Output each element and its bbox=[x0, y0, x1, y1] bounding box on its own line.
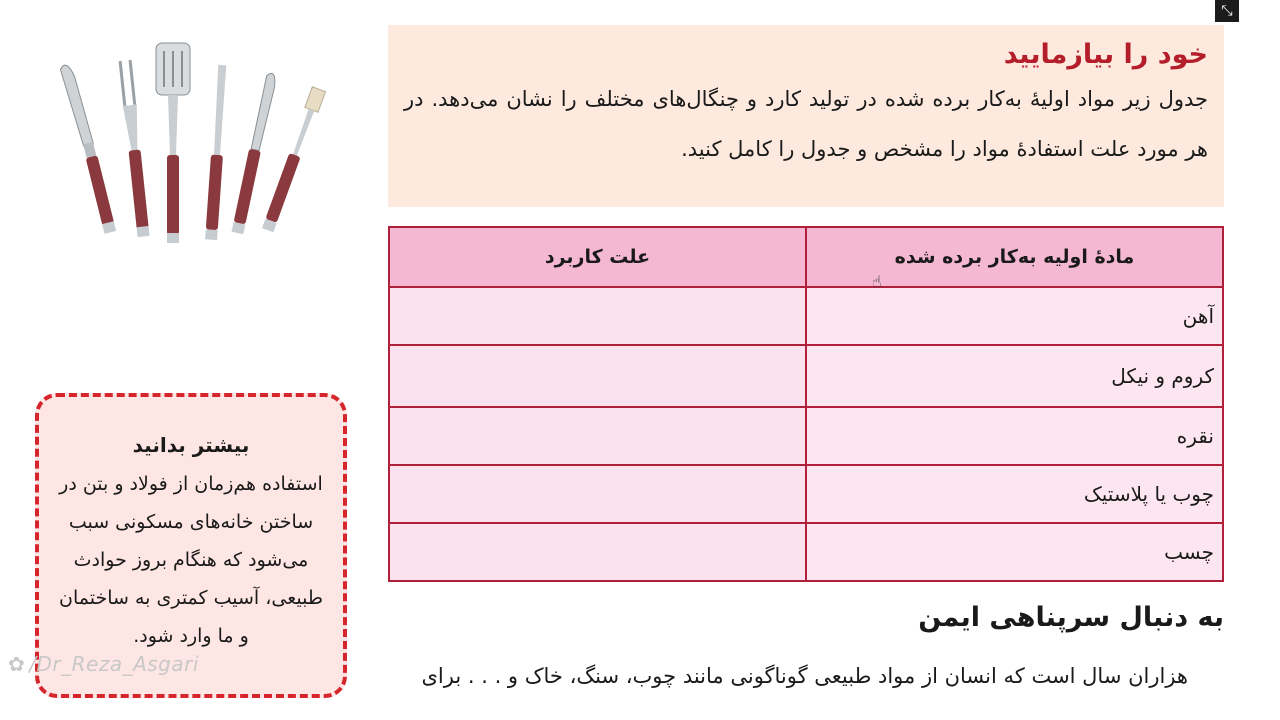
section-paragraph: هزاران سال است که انسان از مواد طبیعی گوناگونی مانند چوب، سنگ، خاک و . . . برای bbox=[421, 664, 1188, 688]
carving-fork-icon bbox=[118, 60, 150, 237]
material-cell: آهن bbox=[806, 287, 1223, 345]
basting-brush-icon bbox=[261, 87, 325, 233]
watermark-text: /Dr_Reza_Asgari bbox=[29, 652, 199, 676]
table-row bbox=[389, 287, 1223, 345]
try-yourself-instructions: جدول زیر مواد اولیهٔ به‌کار برده شده در تولید کارد و چنگال‌های مختلف را نشان می‌دهد. در هر مورد علت استفادهٔ مواد را مشخص و جدول را کامل کنید. bbox=[404, 87, 1208, 161]
table-row bbox=[389, 465, 1223, 523]
section-heading: به دنبال سرپناهی ایمن bbox=[918, 602, 1224, 633]
material-cell: نقره bbox=[806, 407, 1223, 465]
reason-cell[interactable] bbox=[389, 287, 806, 345]
camera-icon: ✿ bbox=[8, 652, 26, 676]
material-cell: کروم و نیکل bbox=[806, 345, 1223, 407]
table-row bbox=[389, 345, 1223, 407]
try-yourself-title: خود را بیازمایید bbox=[1003, 39, 1208, 70]
table-header-row bbox=[389, 227, 1223, 287]
reason-cell[interactable] bbox=[389, 465, 806, 523]
table-row bbox=[389, 523, 1223, 581]
slotted-spatula-icon bbox=[156, 43, 190, 243]
reason-cell[interactable] bbox=[389, 345, 806, 407]
try-yourself-box bbox=[388, 25, 1224, 207]
exit-fullscreen-icon[interactable]: ⤡ bbox=[1215, 0, 1239, 22]
reason-cell[interactable] bbox=[389, 523, 806, 581]
header-reason: علت کاربرد bbox=[389, 227, 806, 287]
know-more-title: بیشتر بدانید bbox=[132, 433, 250, 457]
material-cell: چسب bbox=[806, 523, 1223, 581]
watermark bbox=[8, 652, 199, 676]
knife-icon bbox=[60, 63, 116, 235]
header-material: مادهٔ اولیه به‌کار برده شده bbox=[806, 227, 1223, 287]
know-more-text: استفاده هم‌زمان از فولاد و بتن در ساختن خانه‌های مسکونی سبب می‌شود که هنگام بروز حوادث طبیعی، آسیب کمتری به ساختمان و ما وارد شود. bbox=[59, 473, 323, 647]
cutlery-set-illustration bbox=[60, 35, 340, 260]
reason-cell[interactable] bbox=[389, 407, 806, 465]
material-cell: چوب یا پلاستیک bbox=[806, 465, 1223, 523]
hand-cursor-icon: ☝ bbox=[872, 272, 882, 291]
tongs-icon bbox=[205, 65, 229, 240]
table-row bbox=[389, 407, 1223, 465]
materials-table bbox=[388, 226, 1224, 582]
